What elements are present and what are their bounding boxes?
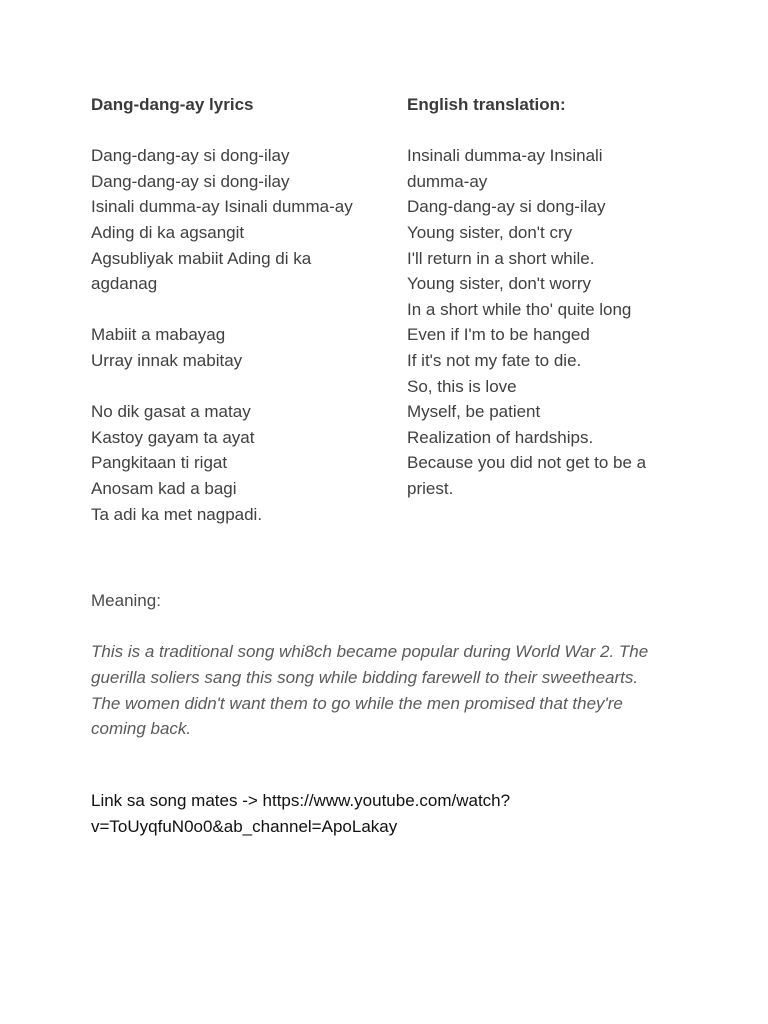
translation-line: So, this is love bbox=[407, 376, 517, 396]
lyric-line: Ta adi ka met nagpadi. bbox=[91, 504, 263, 524]
lyric-line: Dang-dang-ay si dong-ilay bbox=[91, 146, 290, 166]
lyrics-column bbox=[91, 92, 381, 527]
link-prefix: Link sa song mates -> bbox=[91, 791, 263, 810]
translation-lines bbox=[407, 143, 677, 501]
lyric-line: Anosam kad a bagi bbox=[91, 478, 237, 498]
meaning-paragraph: This is a traditional song whi8ch became popular during World War 2. The guerilla soliers sang this song while bidding farewell to their sweethearts. The women didn't want them to go while the men promised that they're coming back. bbox=[91, 642, 649, 739]
translation-line: If it's not my fate to die. bbox=[407, 350, 582, 370]
lyric-line: Ading di ka agsangit bbox=[91, 222, 245, 242]
translation-line: I'll return in a short while. bbox=[407, 248, 595, 268]
lyric-line: Dang-dang-ay si dong-ilay bbox=[91, 171, 290, 191]
lyric-line: No dik gasat a matay bbox=[91, 402, 251, 422]
meaning-label: Meaning: bbox=[91, 591, 161, 610]
lyric-line: Urray innak mabitay bbox=[91, 350, 243, 370]
translation-line: In a short while tho' quite long bbox=[407, 299, 632, 319]
translation-line: Dang-dang-ay si dong-ilay bbox=[407, 197, 606, 217]
translation-line: Young sister, don't worry bbox=[407, 274, 592, 294]
translation-line: Realization of hardships. bbox=[407, 427, 594, 447]
translation-line: Myself, be patient bbox=[407, 402, 541, 422]
lyrics-stanza-3 bbox=[91, 399, 381, 527]
lyrics-heading: Dang-dang-ay lyrics bbox=[91, 95, 254, 114]
translation-line: Insinali dumma-ay Insinali dumma-ay bbox=[407, 146, 603, 191]
lyrics-stanza-1 bbox=[91, 143, 381, 297]
lyrics-stanza-2 bbox=[91, 322, 381, 373]
translation-line: Young sister, don't cry bbox=[407, 222, 573, 242]
translation-line: Even if I'm to be hanged bbox=[407, 325, 590, 345]
youtube-link[interactable]: https://www.youtube.com/watch?v=ToUyqfuN0o0&ab_channel=ApoLakay bbox=[91, 791, 511, 836]
translation-heading: English translation: bbox=[407, 95, 566, 114]
translation-line: Because you did not get to be a priest. bbox=[407, 453, 647, 498]
lyric-line: Agsubliyak mabiit Ading di ka agdanag bbox=[91, 248, 312, 294]
song-link-block bbox=[91, 788, 651, 839]
lyric-line: Pangkitaan ti rigat bbox=[91, 453, 228, 473]
lyric-line: Mabiit a mabayag bbox=[91, 325, 226, 345]
lyric-line: Isinali dumma-ay Isinali dumma-ay bbox=[91, 197, 353, 217]
translation-column bbox=[407, 92, 677, 502]
lyric-line: Kastoy gayam ta ayat bbox=[91, 427, 255, 447]
